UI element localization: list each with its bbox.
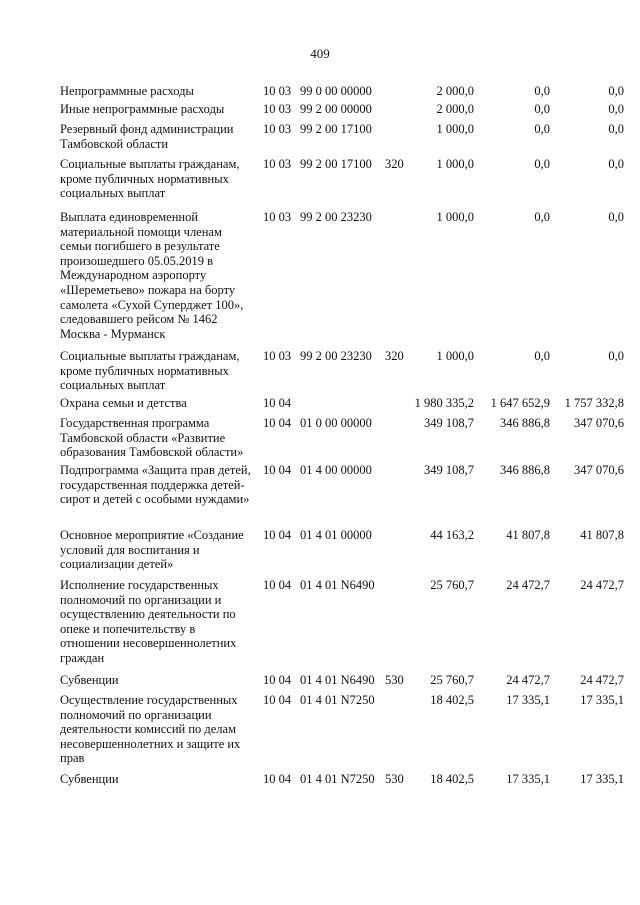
table-row — [0, 396, 640, 416]
row-value-3: 0,0 — [608, 210, 624, 224]
row-target-code: 99 2 00 17100 — [300, 122, 372, 136]
table-row — [0, 416, 640, 463]
row-expense-type: 530 — [385, 673, 404, 687]
row-value-1: 25 760,7 — [430, 673, 474, 687]
row-value-1: 18 402,5 — [430, 693, 474, 707]
table-row — [0, 673, 640, 693]
row-section-code: 10 04 — [263, 396, 292, 410]
row-value-2: 1 647 652,9 — [490, 396, 550, 410]
row-name: Социальные выплаты гражданам, кроме публичных нормативных социальных выплат — [60, 349, 240, 393]
row-target-code: 99 2 00 00000 — [300, 102, 372, 116]
row-name: Охрана семьи и детства — [60, 396, 187, 410]
row-value-1: 25 760,7 — [430, 578, 474, 592]
table-row — [0, 349, 640, 396]
row-section-code: 10 04 — [263, 528, 292, 542]
row-section-code: 10 04 — [263, 673, 292, 687]
row-value-1: 1 980 335,2 — [414, 396, 474, 410]
row-target-code: 01 4 01 N7250 — [300, 693, 375, 707]
row-expense-type: 320 — [385, 349, 404, 363]
row-value-2: 0,0 — [534, 349, 550, 363]
table-row — [0, 528, 640, 578]
row-value-2: 41 807,8 — [506, 528, 550, 542]
row-value-3: 0,0 — [608, 157, 624, 171]
row-value-3: 17 335,1 — [580, 693, 624, 707]
table-row — [0, 772, 640, 792]
row-name: Субвенции — [60, 772, 119, 786]
row-name: Исполнение государственных полномочий по организации и осуществлению деятельности по опеке и попечительству в отношении несовершеннолетних граждан — [60, 578, 237, 665]
row-target-code: 01 4 00 00000 — [300, 463, 372, 477]
row-target-code: 01 4 01 N6490 — [300, 673, 375, 687]
row-value-2: 346 886,8 — [500, 463, 550, 477]
row-name: Подпрограмма «Защита прав детей, государственная поддержка детей-сирот и детей с особыми нуждами» — [60, 463, 251, 507]
row-name: Иные непрограммные расходы — [60, 102, 225, 116]
row-target-code: 01 0 00 00000 — [300, 416, 372, 430]
row-name: Осуществление государственных полномочий по организации деятельности комиссий по делам несовершеннолетних и защите их прав — [60, 693, 241, 766]
row-value-2: 17 335,1 — [506, 693, 550, 707]
row-value-2: 0,0 — [534, 122, 550, 136]
row-value-1: 2 000,0 — [436, 84, 474, 98]
row-value-3: 0,0 — [608, 84, 624, 98]
row-value-1: 1 000,0 — [436, 349, 474, 363]
row-value-1: 1 000,0 — [436, 210, 474, 224]
row-name: Государственная программа Тамбовской области «Развитие образования Тамбовской области» — [60, 416, 244, 460]
row-value-1: 44 163,2 — [430, 528, 474, 542]
row-value-3: 1 757 332,8 — [564, 396, 624, 410]
row-section-code: 10 03 — [263, 102, 292, 116]
row-value-3: 17 335,1 — [580, 772, 624, 786]
table-row — [0, 122, 640, 157]
row-section-code: 10 03 — [263, 157, 292, 171]
row-name: Основное мероприятие «Создание условий для воспитания и социализации детей» — [60, 528, 244, 572]
row-value-3: 0,0 — [608, 122, 624, 136]
table-row — [0, 157, 640, 210]
row-value-3: 24 472,7 — [580, 673, 624, 687]
row-section-code: 10 03 — [263, 122, 292, 136]
row-name: Резервный фонд администрации Тамбовской области — [60, 122, 234, 151]
page-number: 409 — [310, 46, 330, 61]
row-expense-type: 320 — [385, 157, 404, 171]
row-section-code: 10 03 — [263, 210, 292, 224]
row-value-3: 347 070,6 — [574, 416, 624, 430]
row-value-3: 41 807,8 — [580, 528, 624, 542]
row-section-code: 10 04 — [263, 693, 292, 707]
table-row — [0, 578, 640, 673]
row-value-1: 18 402,5 — [430, 772, 474, 786]
row-target-code: 99 0 00 00000 — [300, 84, 372, 98]
row-name: Субвенции — [60, 673, 119, 687]
row-section-code: 10 03 — [263, 84, 292, 98]
table-row — [0, 693, 640, 772]
row-section-code: 10 04 — [263, 772, 292, 786]
row-value-2: 0,0 — [534, 210, 550, 224]
table-row — [0, 463, 640, 528]
row-name: Непрограммные расходы — [60, 84, 194, 98]
row-value-3: 347 070,6 — [574, 463, 624, 477]
row-section-code: 10 03 — [263, 349, 292, 363]
row-value-2: 0,0 — [534, 102, 550, 116]
row-target-code: 99 2 00 23230 — [300, 210, 372, 224]
row-section-code: 10 04 — [263, 416, 292, 430]
row-value-3: 24 472,7 — [580, 578, 624, 592]
row-value-2: 0,0 — [534, 84, 550, 98]
row-value-3: 0,0 — [608, 102, 624, 116]
row-value-1: 1 000,0 — [436, 157, 474, 171]
row-value-1: 2 000,0 — [436, 102, 474, 116]
table-row — [0, 102, 640, 122]
row-value-2: 0,0 — [534, 157, 550, 171]
row-target-code: 01 4 01 N7250 — [300, 772, 375, 786]
budget-table — [0, 84, 640, 792]
row-value-2: 24 472,7 — [506, 673, 550, 687]
row-section-code: 10 04 — [263, 463, 292, 477]
row-value-1: 349 108,7 — [424, 463, 474, 477]
table-row — [0, 84, 640, 102]
table-row — [0, 210, 640, 349]
row-value-2: 17 335,1 — [506, 772, 550, 786]
row-value-2: 24 472,7 — [506, 578, 550, 592]
row-value-3: 0,0 — [608, 349, 624, 363]
row-target-code: 99 2 00 23230 — [300, 349, 372, 363]
row-value-1: 349 108,7 — [424, 416, 474, 430]
row-value-1: 1 000,0 — [436, 122, 474, 136]
row-target-code: 01 4 01 N6490 — [300, 578, 375, 592]
row-target-code: 99 2 00 17100 — [300, 157, 372, 171]
row-target-code: 01 4 01 00000 — [300, 528, 372, 542]
row-name: Социальные выплаты гражданам, кроме публичных нормативных социальных выплат — [60, 157, 240, 201]
row-name: Выплата единовременной материальной помощи членам семьи погибшего в результате произошедшего 05.05.2019 в Международном аэропорту «Шереметьево» пожара на борту самолета «Сухой Суперджет 100», следовавшего рейсом № 1462 Москва - Мурманск — [60, 210, 244, 341]
row-value-2: 346 886,8 — [500, 416, 550, 430]
row-section-code: 10 04 — [263, 578, 292, 592]
row-expense-type: 530 — [385, 772, 404, 786]
